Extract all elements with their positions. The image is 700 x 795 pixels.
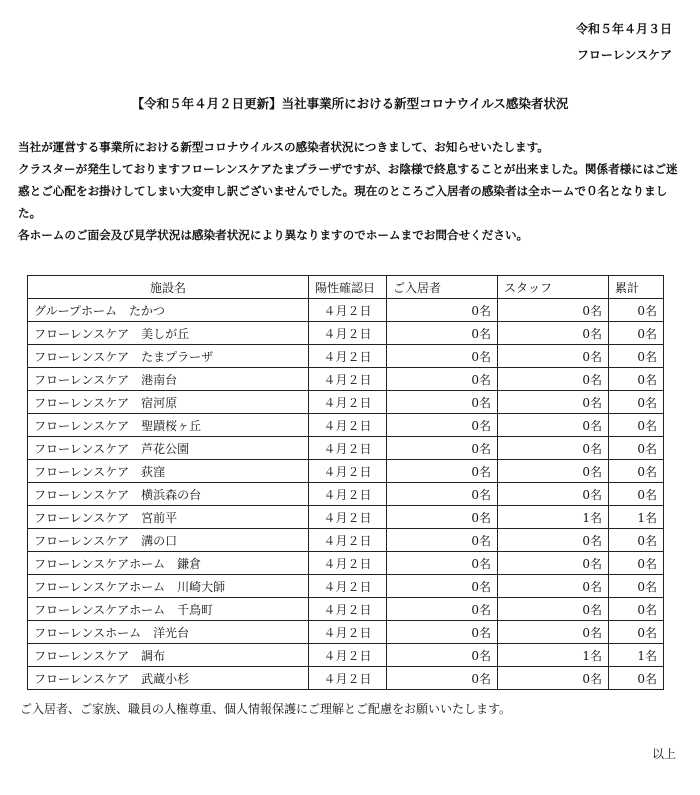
cell-total: 0名 <box>609 345 664 368</box>
table-row <box>28 483 664 506</box>
notice-body <box>18 136 684 246</box>
cell-facility-name: フローレンスケア たまプラーザ <box>28 345 309 368</box>
cell-residents: 0名 <box>387 345 498 368</box>
cell-residents: 0名 <box>387 667 498 690</box>
cell-total: 0名 <box>609 552 664 575</box>
cell-total: 0名 <box>609 460 664 483</box>
cell-facility-name: フローレンスケア 港南台 <box>28 368 309 391</box>
cell-positive-date: ４月２日 <box>309 529 387 552</box>
table-row <box>28 529 664 552</box>
cell-positive-date: ４月２日 <box>309 621 387 644</box>
cell-positive-date: ４月２日 <box>309 345 387 368</box>
cell-residents: 0名 <box>387 621 498 644</box>
company-name: フローレンスケア <box>576 48 672 62</box>
cell-facility-name: フローレンスケアホーム 川崎大師 <box>28 575 309 598</box>
table-row <box>28 575 664 598</box>
cell-total: 0名 <box>609 414 664 437</box>
cell-facility-name: フローレンスケア 美しが丘 <box>28 322 309 345</box>
cell-staff: 0名 <box>498 598 609 621</box>
cell-total: 0名 <box>609 322 664 345</box>
cell-total: 0名 <box>609 368 664 391</box>
document-title: 【令和５年４月２日更新】当社事業所における新型コロナウイルス感染者状況 <box>131 96 569 111</box>
table-row <box>28 667 664 690</box>
cell-staff: 0名 <box>498 322 609 345</box>
table-header-row <box>28 276 664 299</box>
cell-positive-date: ４月２日 <box>309 644 387 667</box>
cell-facility-name: フローレンスケアホーム 千鳥町 <box>28 598 309 621</box>
table-row <box>28 644 664 667</box>
body-paragraph: 当社が運営する事業所における新型コロナウイルスの感染者状況につきまして、お知らせいたします。 <box>18 140 549 154</box>
cell-positive-date: ４月２日 <box>309 552 387 575</box>
cell-facility-name: フローレンスホーム 洋光台 <box>28 621 309 644</box>
table-row <box>28 322 664 345</box>
cell-staff: 0名 <box>498 667 609 690</box>
cell-residents: 0名 <box>387 391 498 414</box>
cell-staff: 0名 <box>498 368 609 391</box>
cell-staff: 0名 <box>498 483 609 506</box>
cell-residents: 0名 <box>387 414 498 437</box>
cell-positive-date: ４月２日 <box>309 506 387 529</box>
cell-positive-date: ４月２日 <box>309 598 387 621</box>
header-staff: スタッフ <box>498 276 609 299</box>
cell-positive-date: ４月２日 <box>309 368 387 391</box>
cell-total: 0名 <box>609 391 664 414</box>
document-date: 令和５年４月３日 <box>575 22 672 36</box>
table-row <box>28 368 664 391</box>
cell-staff: 0名 <box>498 414 609 437</box>
body-paragraph: クラスターが発生しておりますフローレンスケアたまプラーザですが、お陰様で終息することが出来ました。関係者様にはご迷惑とご心配をお掛けしてしまい大変申し訳ございませんでした。現在のところご入居者の感染者は全ホームで０名となりました。 <box>18 162 678 220</box>
cell-total: 0名 <box>609 575 664 598</box>
infection-status-table <box>27 275 664 690</box>
cell-facility-name: グループホーム たかつ <box>28 299 309 322</box>
cell-staff: 0名 <box>498 345 609 368</box>
table-row <box>28 552 664 575</box>
cell-positive-date: ４月２日 <box>309 575 387 598</box>
cell-facility-name: フローレンスケア 武蔵小杉 <box>28 667 309 690</box>
footer-note: ご入居者、ご家族、職員の人権尊重、個人情報保護にご理解とご配慮をお願いいたします。 <box>20 702 512 716</box>
cell-total: 1名 <box>609 644 664 667</box>
cell-residents: 0名 <box>387 598 498 621</box>
table-row <box>28 437 664 460</box>
table-row <box>28 460 664 483</box>
cell-positive-date: ４月２日 <box>309 667 387 690</box>
cell-staff: 1名 <box>498 644 609 667</box>
cell-staff: 1名 <box>498 506 609 529</box>
cell-positive-date: ４月２日 <box>309 322 387 345</box>
header-positive-date: 陽性確認日 <box>309 276 387 299</box>
cell-staff: 0名 <box>498 460 609 483</box>
table-body <box>28 299 664 690</box>
cell-staff: 0名 <box>498 529 609 552</box>
cell-residents: 0名 <box>387 322 498 345</box>
table-row <box>28 414 664 437</box>
cell-facility-name: フローレンスケアホーム 鎌倉 <box>28 552 309 575</box>
cell-residents: 0名 <box>387 460 498 483</box>
header-facility-name: 施設名 <box>28 276 309 299</box>
cell-staff: 0名 <box>498 299 609 322</box>
cell-residents: 0名 <box>387 368 498 391</box>
cell-total: 0名 <box>609 667 664 690</box>
table-row <box>28 621 664 644</box>
cell-facility-name: フローレンスケア 芦花公園 <box>28 437 309 460</box>
cell-residents: 0名 <box>387 552 498 575</box>
cell-facility-name: フローレンスケア 荻窪 <box>28 460 309 483</box>
cell-staff: 0名 <box>498 621 609 644</box>
cell-residents: 0名 <box>387 299 498 322</box>
cell-staff: 0名 <box>498 391 609 414</box>
closing-mark: 以上 <box>651 747 676 761</box>
header-total: 累計 <box>609 276 664 299</box>
cell-residents: 0名 <box>387 644 498 667</box>
cell-total: 1名 <box>609 506 664 529</box>
cell-facility-name: フローレンスケア 調布 <box>28 644 309 667</box>
cell-residents: 0名 <box>387 575 498 598</box>
cell-total: 0名 <box>609 483 664 506</box>
table-row <box>28 299 664 322</box>
cell-facility-name: フローレンスケア 宿河原 <box>28 391 309 414</box>
cell-staff: 0名 <box>498 575 609 598</box>
cell-residents: 0名 <box>387 506 498 529</box>
cell-positive-date: ４月２日 <box>309 437 387 460</box>
cell-positive-date: ４月２日 <box>309 483 387 506</box>
cell-total: 0名 <box>609 299 664 322</box>
cell-facility-name: フローレンスケア 聖蹟桜ヶ丘 <box>28 414 309 437</box>
cell-positive-date: ４月２日 <box>309 299 387 322</box>
cell-positive-date: ４月２日 <box>309 391 387 414</box>
header-residents: ご入居者 <box>387 276 498 299</box>
table-row <box>28 391 664 414</box>
body-paragraph: 各ホームのご面会及び見学状況は感染者状況により異なりますのでホームまでお問合せください。 <box>18 228 529 242</box>
cell-total: 0名 <box>609 437 664 460</box>
cell-total: 0名 <box>609 621 664 644</box>
cell-total: 0名 <box>609 529 664 552</box>
cell-positive-date: ４月２日 <box>309 414 387 437</box>
cell-total: 0名 <box>609 598 664 621</box>
cell-facility-name: フローレンスケア 宮前平 <box>28 506 309 529</box>
cell-staff: 0名 <box>498 552 609 575</box>
cell-staff: 0名 <box>498 437 609 460</box>
table-row <box>28 506 664 529</box>
table-row <box>28 598 664 621</box>
table-row <box>28 345 664 368</box>
cell-facility-name: フローレンスケア 溝の口 <box>28 529 309 552</box>
cell-positive-date: ４月２日 <box>309 460 387 483</box>
cell-residents: 0名 <box>387 437 498 460</box>
cell-residents: 0名 <box>387 529 498 552</box>
cell-facility-name: フローレンスケア 横浜森の台 <box>28 483 309 506</box>
cell-residents: 0名 <box>387 483 498 506</box>
